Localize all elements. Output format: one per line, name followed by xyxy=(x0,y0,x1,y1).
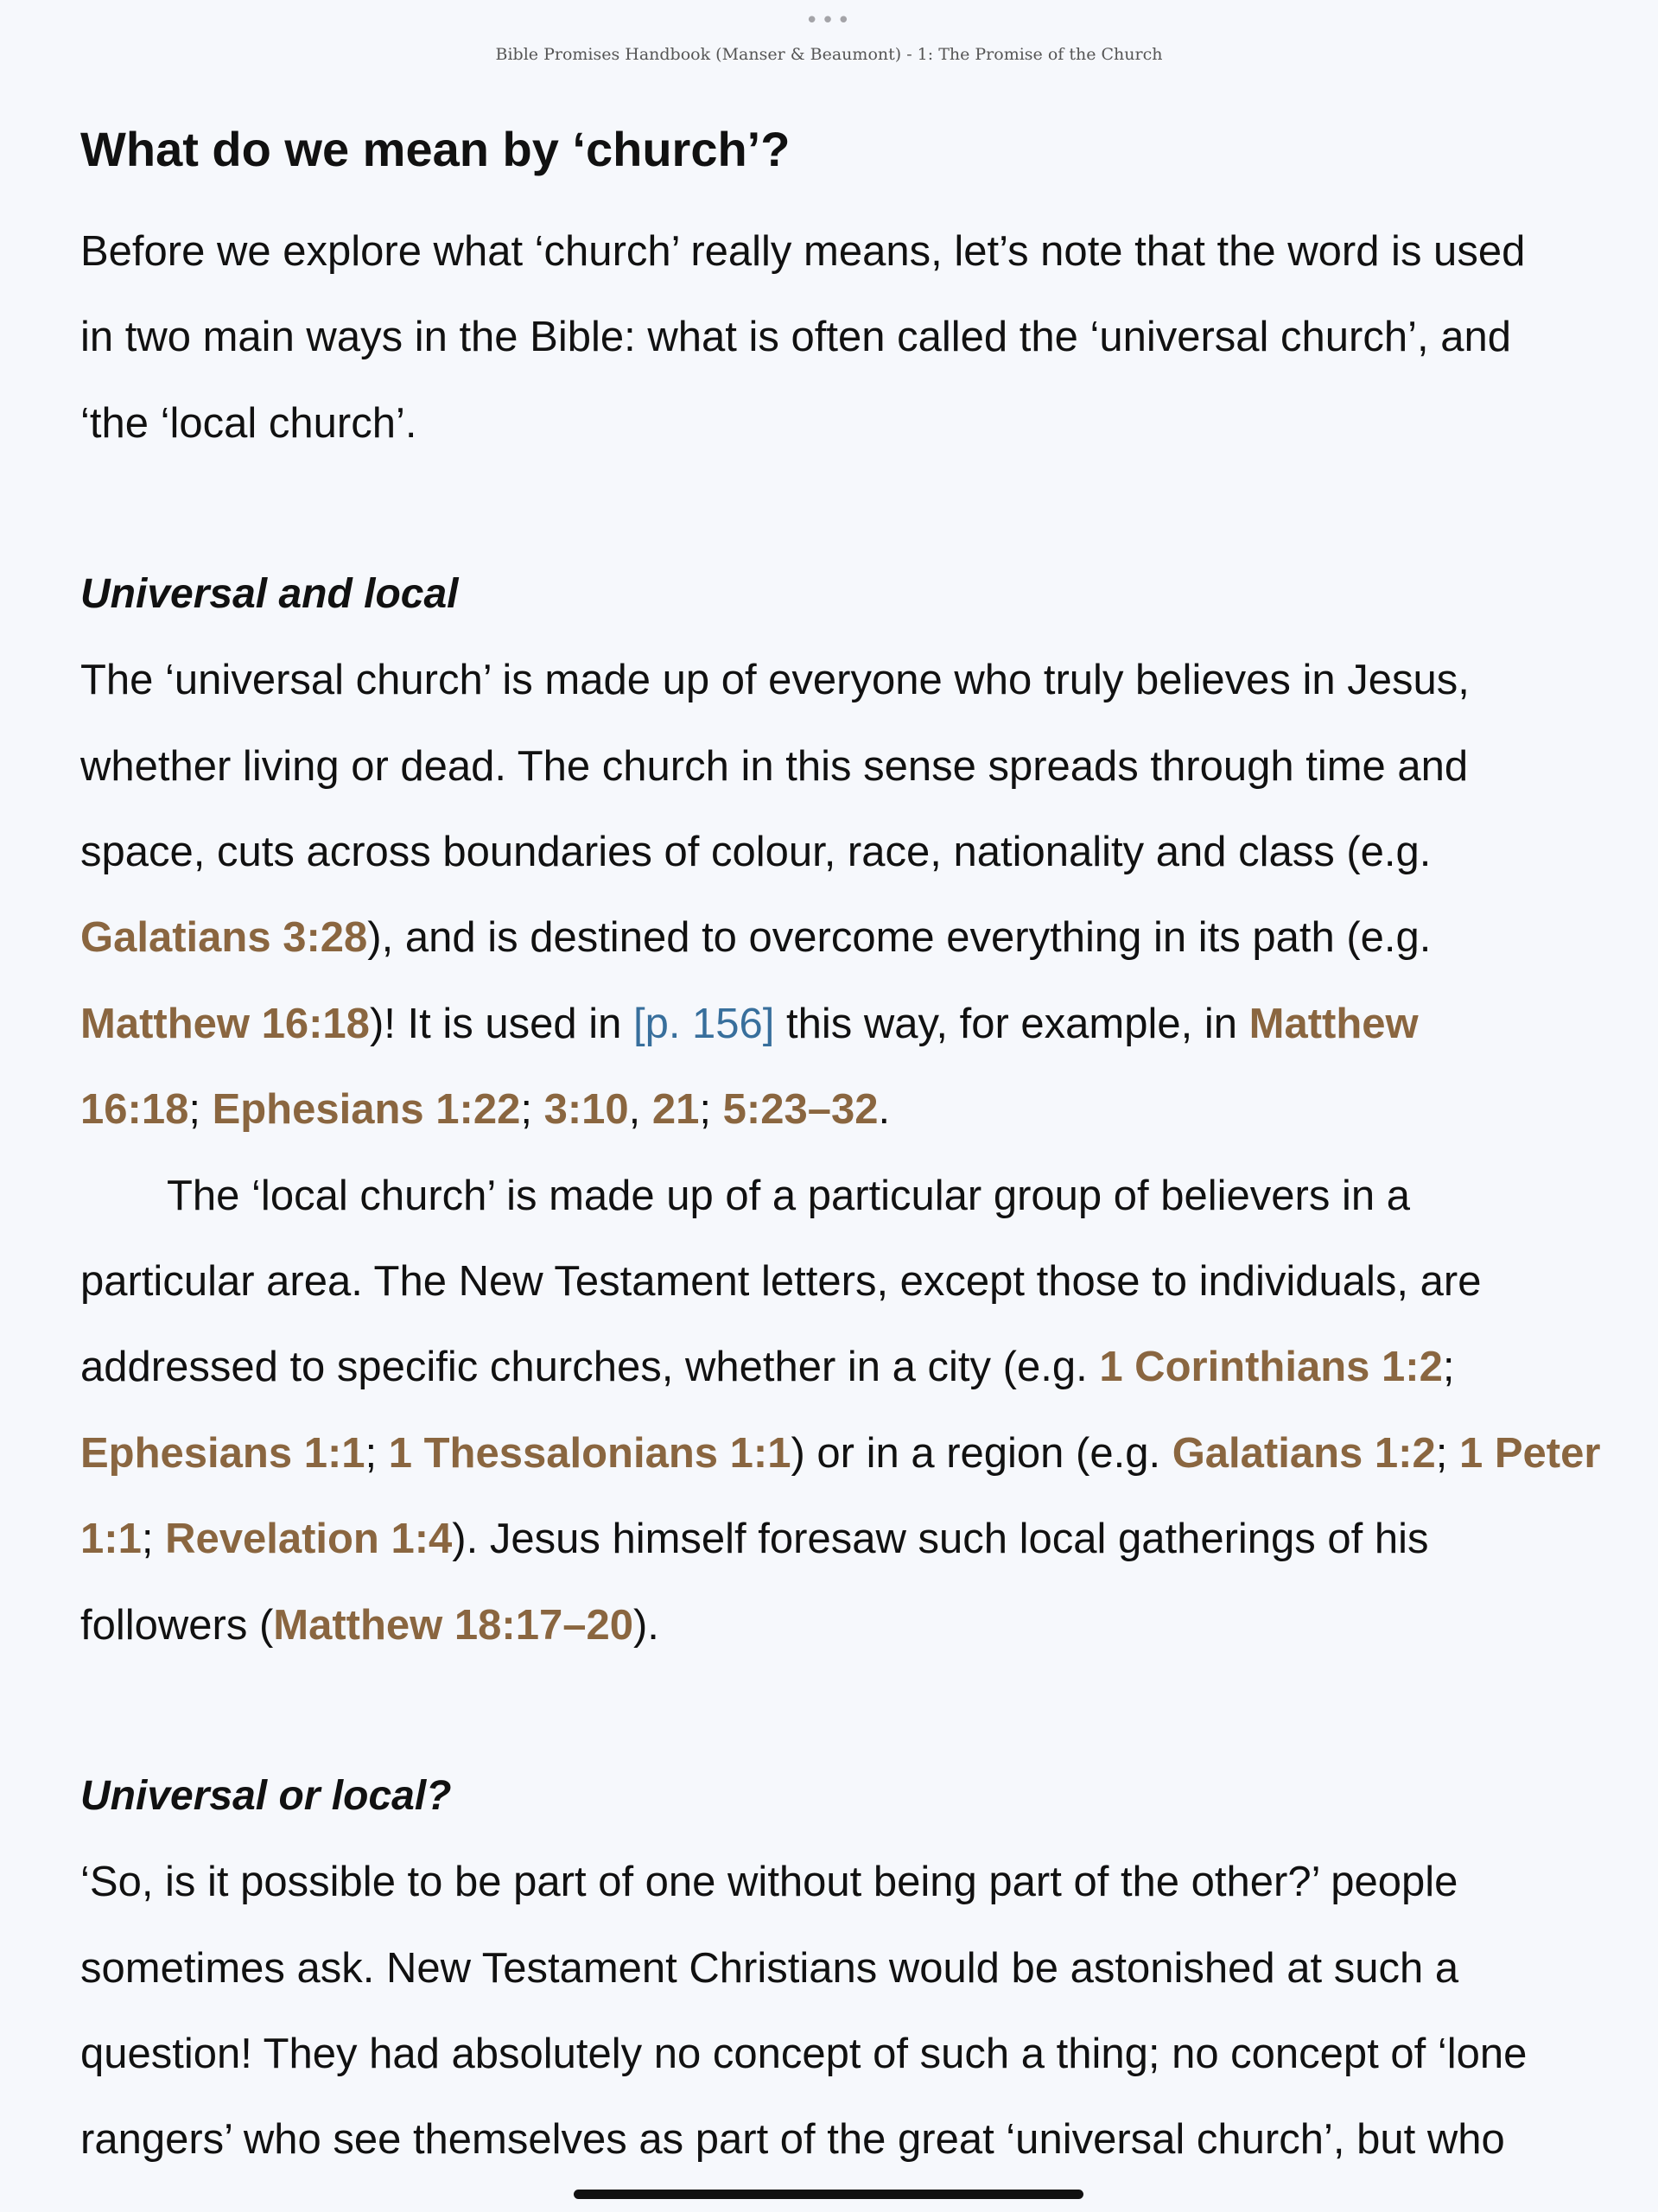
text-fragment: )! It is used in xyxy=(369,1000,633,1047)
reader-content xyxy=(80,102,1601,2183)
text-line: in two main ways in the Bible: what is often called the ‘universal church’, and xyxy=(80,314,1511,361)
scripture-link-galatians-3-28[interactable]: Galatians 3:28 xyxy=(80,914,368,962)
text-line: The ‘universal church’ is made up of everyone who truly believes in Jesus, xyxy=(80,657,1470,704)
subheading-universal-or-local: Universal or local? xyxy=(80,1773,452,1820)
text-fragment: ) or in a region (e.g. xyxy=(791,1429,1172,1477)
scripture-link-revelation-1-4[interactable]: Revelation 1:4 xyxy=(165,1516,453,1563)
text-fragment: . xyxy=(878,1086,891,1134)
text-line: ‘the ‘local church’. xyxy=(80,399,417,447)
text-line: The ‘local church’ is made up of a particular group of believers in a xyxy=(167,1172,1410,1219)
separator: ; xyxy=(1442,1344,1455,1391)
text-fragment: followers ( xyxy=(80,1601,274,1649)
more-options-icon[interactable]: ••• xyxy=(804,8,853,34)
text-line: rangers’ who see themselves as part of the great ‘universal church’, but who xyxy=(80,2116,1505,2164)
scripture-link-1-thessalonians-1-1[interactable]: 1 Thessalonians 1:1 xyxy=(388,1429,791,1477)
local-church-paragraph xyxy=(80,1154,1601,1669)
section-heading: What do we mean by ‘church’? xyxy=(80,122,791,176)
text-fragment: ). xyxy=(632,1601,659,1649)
text-fragment: addressed to specific churches, whether in a city (e.g. xyxy=(80,1344,1100,1391)
scripture-link-1-corinthians-1-2[interactable]: 1 Corinthians 1:2 xyxy=(1099,1344,1443,1391)
scripture-link-ephesians-1-22[interactable]: Ephesians 1:22 xyxy=(212,1086,521,1134)
text-line: ‘So, is it possible to be part of one without being part of the other?’ people xyxy=(80,1859,1458,1906)
scripture-link-ephesians-3-10[interactable]: 3:10 xyxy=(543,1086,629,1134)
separator: ; xyxy=(520,1086,544,1134)
scripture-link-ephesians-5-23-32[interactable]: 5:23–32 xyxy=(722,1086,879,1134)
subheading-universal-and-local: Universal and local xyxy=(80,571,459,618)
separator: ; xyxy=(188,1086,213,1134)
text-line: particular area. The New Testament letters, except those to individuals, are xyxy=(80,1258,1482,1306)
text-line: space, cuts across boundaries of colour, race, nationality and class (e.g. xyxy=(80,829,1432,876)
text-fragment: ). Jesus himself foresaw such local gatherings of his xyxy=(452,1516,1429,1563)
scripture-link-ephesians-3-21[interactable]: 21 xyxy=(651,1086,700,1134)
separator: ; xyxy=(1435,1429,1459,1477)
home-indicator[interactable] xyxy=(574,2190,1083,2199)
scripture-link-galatians-1-2[interactable]: Galatians 1:2 xyxy=(1172,1429,1436,1477)
scripture-link-ephesians-1-1[interactable]: Ephesians 1:1 xyxy=(80,1429,365,1477)
lone-rangers-paragraph xyxy=(80,1840,1584,2183)
text-fragment: this way, for example, in xyxy=(774,1000,1249,1047)
page-number-link[interactable]: [p. 156] xyxy=(632,1000,775,1047)
text-line: question! They had absolutely no concept of such a thing; no concept of ‘lone xyxy=(80,2030,1528,2077)
text-line: whether living or dead. The church in this sense spreads through time and xyxy=(80,742,1469,790)
text-line: sometimes ask. New Testament Christians would be astonished at such a xyxy=(80,1944,1459,1992)
separator: ; xyxy=(699,1086,723,1134)
text-line: Before we explore what ‘church’ really means, let’s note that the word is used xyxy=(80,228,1526,275)
text-fragment: ), and is destined to overcome everything in its path (e.g. xyxy=(367,914,1432,962)
separator: ; xyxy=(141,1516,166,1563)
scripture-link-matthew-16-18[interactable]: Matthew 16:18 xyxy=(80,1000,370,1047)
separator: , xyxy=(628,1086,652,1134)
scripture-link-matthew-16-18-part1[interactable]: Matthew xyxy=(1248,1000,1419,1047)
separator: ; xyxy=(365,1429,389,1477)
scripture-link-1-peter-1-1-part1[interactable]: 1 Peter xyxy=(1458,1429,1601,1477)
intro-paragraph xyxy=(80,209,1584,467)
scripture-link-1-peter-1-1-part2[interactable]: 1:1 xyxy=(80,1516,142,1563)
universal-church-paragraph xyxy=(80,638,1584,1153)
running-header: Bible Promises Handbook (Manser & Beaumont) - 1: The Promise of the Church xyxy=(495,45,1163,64)
scripture-link-matthew-16-18-part2[interactable]: 16:18 xyxy=(80,1086,189,1134)
scripture-link-matthew-18-17-20[interactable]: Matthew 18:17–20 xyxy=(273,1601,633,1649)
